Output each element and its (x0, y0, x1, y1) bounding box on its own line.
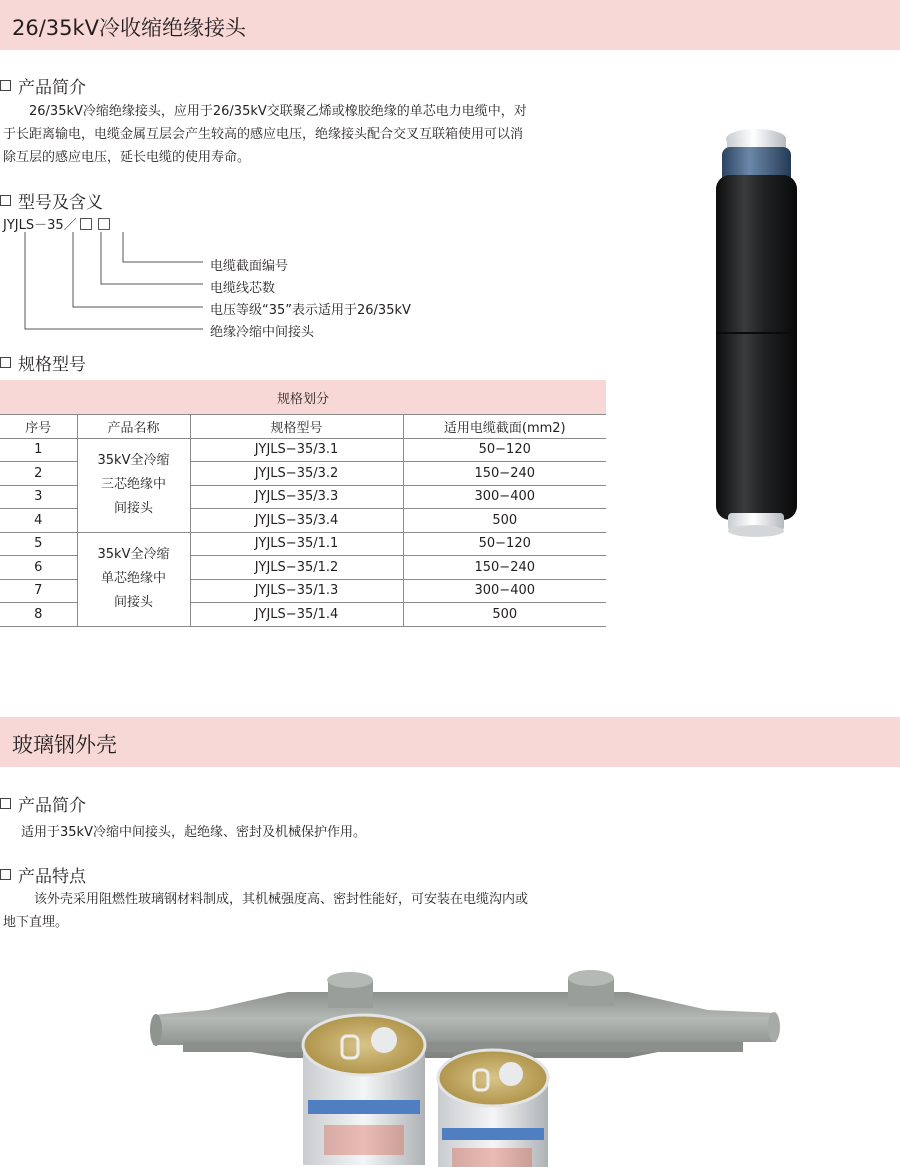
section-cell: 300−400 (403, 485, 606, 509)
model-cell: JYJLS−35/1.2 (190, 556, 403, 580)
square-bullet-icon (0, 357, 11, 368)
row-number: 5 (0, 532, 77, 556)
legend-section-code: 电缆截面编号 (210, 259, 289, 274)
feature-paragraph (3, 888, 623, 934)
row-number: 2 (0, 462, 77, 486)
legend-type: 绝缘冷缩中间接头 (210, 325, 315, 340)
intro-heading: 产品简介 (0, 73, 86, 98)
section-cell: 150−240 (403, 462, 606, 486)
section-cell: 50−120 (403, 532, 606, 556)
square-bullet-icon (0, 195, 11, 206)
intro-line: 26/35kV冷缩绝缘接头，应用于26/35kV交联聚乙烯或橡胶绝缘的单芯电力电缆中，对 (29, 104, 527, 119)
product-name-line: 三芯绝缘中 (100, 477, 166, 492)
feature-heading: 产品特点 (0, 862, 86, 887)
square-bullet-icon (0, 80, 11, 91)
product-name-line: 35kV全冷缩 (97, 547, 170, 562)
table-header-row (0, 415, 606, 439)
section-cell: 50−120 (403, 438, 606, 462)
section-title: 玻璃钢外壳 (12, 733, 117, 757)
feature-line: 地下直埋。 (3, 915, 69, 930)
table-row (0, 438, 606, 462)
table-caption-row (0, 380, 606, 415)
product-name-cell (77, 438, 190, 532)
section-header-band (0, 0, 900, 50)
spec-heading: 规格型号 (0, 350, 86, 375)
feature-line: 该外壳采用阻燃性玻璃钢材料制成，其机械强度高、密封性能好，可安装在电缆沟内或 (34, 892, 529, 907)
square-bullet-icon (0, 798, 11, 809)
product-name-line: 间接头 (113, 595, 153, 610)
row-number: 1 (0, 438, 77, 462)
product-name-cell (77, 532, 190, 626)
section-header-band (0, 717, 900, 767)
cold-shrink-joint-photo (700, 125, 810, 540)
row-number: 4 (0, 509, 77, 533)
intro-heading: 产品简介 (0, 791, 86, 816)
section-title: 26/35kV冷收缩绝缘接头 (12, 16, 247, 40)
leader-line (73, 232, 203, 307)
intro-paragraph: 适用于35kV冷缩中间接头，起绝缘、密封及机械保护作用。 (21, 825, 366, 840)
model-cell: JYJLS−35/3.4 (190, 509, 403, 533)
header-cell: 规格型号 (190, 415, 403, 439)
leader-line (123, 232, 203, 262)
header-cell: 适用电缆截面(mm2) (403, 415, 606, 439)
model-cell: JYJLS−35/1.4 (190, 603, 403, 627)
model-heading: 型号及含义 (0, 188, 103, 213)
table-caption: 规格划分 (0, 380, 606, 415)
square-bullet-icon (0, 869, 11, 880)
legend-core-count: 电缆线芯数 (210, 281, 276, 296)
model-cell: JYJLS−35/3.2 (190, 462, 403, 486)
row-number: 3 (0, 485, 77, 509)
model-cell: JYJLS−35/3.3 (190, 485, 403, 509)
intro-paragraph (3, 100, 613, 169)
product-name-line: 单芯绝缘中 (100, 571, 166, 586)
model-cell: JYJLS−35/1.1 (190, 532, 403, 556)
model-cell: JYJLS−35/1.3 (190, 579, 403, 603)
intro-line: 除互层的感应电压，延长电缆的使用寿命。 (3, 150, 251, 165)
row-number: 7 (0, 579, 77, 603)
header-cell: 序号 (0, 415, 77, 439)
model-code: JYJLS－35／ (3, 214, 113, 233)
row-number: 6 (0, 556, 77, 580)
model-cell: JYJLS−35/3.1 (190, 438, 403, 462)
spec-table (0, 380, 606, 627)
fiberglass-shell-photo (148, 970, 783, 1167)
section-cell: 500 (403, 603, 606, 627)
table-row (0, 532, 606, 556)
legend-voltage: 电压等级“35”表示适用于26/35kV (210, 303, 411, 318)
section-cell: 300−400 (403, 579, 606, 603)
intro-line: 于长距离输电，电缆金属互层会产生较高的感应电压，绝缘接头配合交叉互联箱使用可以消 (3, 127, 524, 142)
leader-line (25, 232, 203, 329)
leader-line (101, 232, 203, 284)
product-name-line: 35kV全冷缩 (97, 453, 170, 468)
row-number: 8 (0, 603, 77, 627)
header-cell: 产品名称 (77, 415, 190, 439)
product-name-line: 间接头 (113, 501, 153, 516)
model-legend-lines (0, 228, 215, 338)
section-cell: 150−240 (403, 556, 606, 580)
section-cell: 500 (403, 509, 606, 533)
